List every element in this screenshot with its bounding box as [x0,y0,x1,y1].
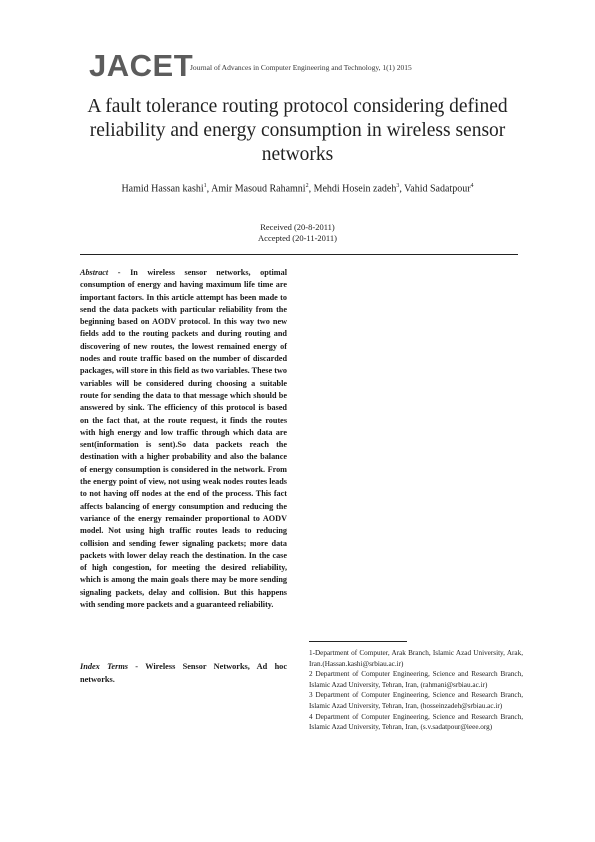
abstract-label: Abstract [80,268,109,277]
author-name: Vahid Sadatpour [404,183,471,195]
author-name: Amir Masoud Rahamni [211,183,306,195]
index-terms-label: Index Terms [80,662,129,671]
header-divider [80,254,518,255]
footnote: 1-Department of Computer, Arak Branch, Islamic Azad University, Arak, Iran.(Hassan.kashi@srbiau.ac.ir) [309,649,523,668]
author-affiliation-mark: 3 [396,183,400,189]
author-affiliation-mark: 1 [203,183,207,189]
footnote: 4 Department of Computer Engineering, Science and Research Branch, Islamic Azad University, Tehran, Iran, (s.v.sadatpour@ieee.org) [309,712,523,732]
author-list: Hamid Hassan kashi$^1$, Amir Masoud Rahamni$^2$, Mehdi Hosein zadeh$^3$, Vahid Sadatpour$^4$ [121,183,474,195]
footnote: 3 Department of Computer Engineering, Science and Research Branch, Islamic Azad University, Tehran, Iran, (hosseinzadeh@srbiau.ac.ir) [309,691,523,710]
journal-logo: JACET [89,48,194,83]
author-name: Mehdi Hosein zadeh [313,183,397,195]
abstract-text: - In wireless sensor networks, optimal consumption of energy and having maximum life time are important factors. In this article attempt has been made to send the data packets with particular reliability from the beginning based on AODV protocol. In this way two new fields add to the routing packets and during routing and discovering of new routes, the lowest remained energy of nodes and route traffic based on the number of discarded packages, will store in this field as two variables. These two variables will be considered during choosing a suitable route for sending the data to that message which should be answered by sink. The efficiency of this protocol is based on the fact that, at the route request, it finds the routes with high energy and low traffic through which data are sent(information is sent).So data packets reach the destination with a higher probability and also the balance of energy consumption is considered in the network. From the energy point of view, not using weak nodes routes leads to not having off nodes at the end of the process. This fact affects balancing of energy consumption and reducing the variance of the energy remainder proportional to AODV model. Not using high traffic routes leads to reducing collision and sending fewer signaling packets; more data packets with lower delay reach the destination. In the case of high congestion, for meeting the desired reliability, which is among the main goals there may be more sending signaling packets, delay and collision. But this happens with sending more packets and a guaranteed reliability. [80,268,287,610]
paper-title: A fault tolerance routing protocol considering defined reliability and energy consumption in wireless sensor networks [87,96,508,165]
submission-dates [150,222,445,244]
footnote: 2 Department of Computer Engineering, Science and Research Branch, Islamic Azad University, Tehran, Iran, (rahmani@srbiau.ac.ir) [309,670,523,689]
journal-reference: Journal of Advances in Computer Engineering and Technology, 1(1) 2015 [190,63,412,72]
received-date: Received (20-8-2011) [260,222,335,232]
index-terms-text: - Wireless Sensor Networks, Ad hoc networks. [80,662,288,684]
author-affiliation-mark: 2 [305,183,309,189]
author-affiliation-mark: 4 [470,183,474,189]
accepted-date: Accepted (20-11-2011) [258,233,337,243]
author-name: Hamid Hassan kashi [121,183,204,195]
footnote-divider [309,641,407,642]
index-terms [80,661,287,686]
affiliation-footnotes [309,648,523,733]
abstract [80,267,287,611]
